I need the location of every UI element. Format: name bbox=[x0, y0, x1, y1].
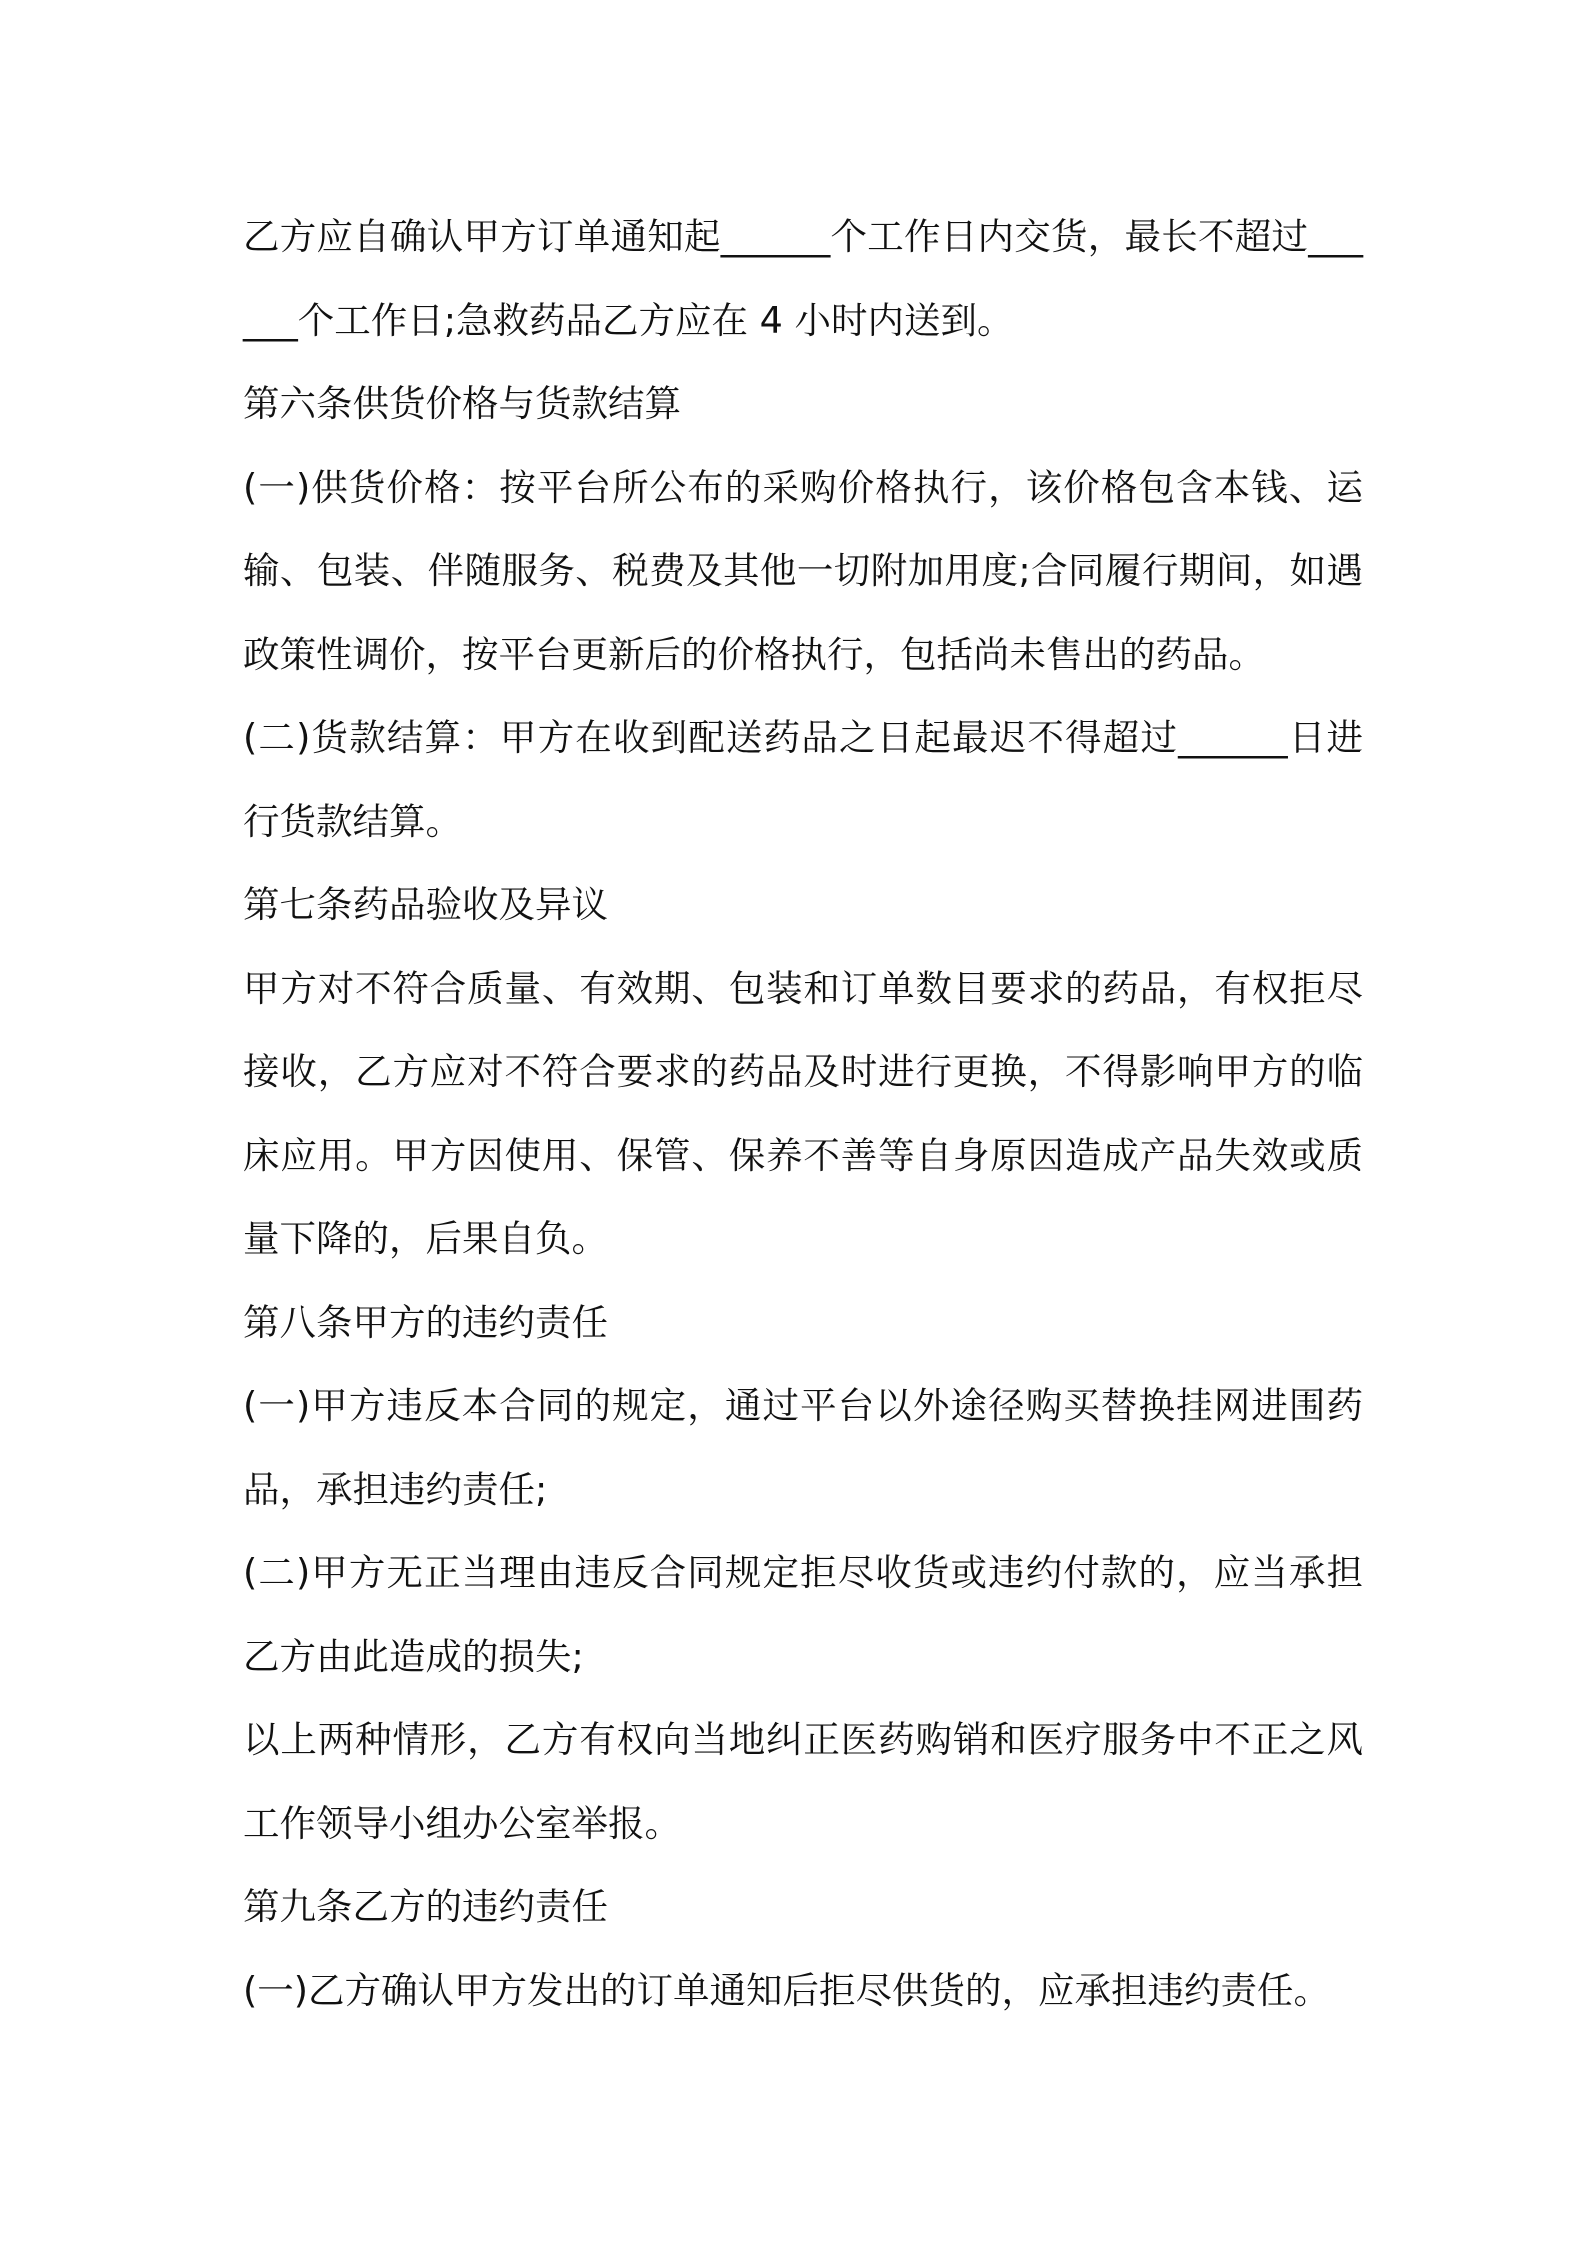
document-body bbox=[243, 195, 1363, 2032]
acceptance-clause: 甲方对不符合质量、有效期、包装和订单数目要求的药品，有权拒尽接收，乙方应对不符合要求的药品及时进行更换，不得影响甲方的临床应用。甲方因使用、保管、保养不善等自身原因造成产品失效或质量下降的，后果自负。 bbox=[243, 966, 1363, 1260]
party-a-breach-clause-1: (一)甲方违反本合同的规定，通过平台以外途径购买替换挂网进围药品，承担违约责任; bbox=[243, 1384, 1363, 1511]
delivery-clause: 乙方应自确认甲方订单通知起______个工作日内交货，最长不超过______个工作日;急救药品乙方应在 4 小时内送到。 bbox=[243, 215, 1363, 342]
payment-settlement-clause: (二)货款结算：甲方在收到配送药品之日起最迟不得超过______日进行货款结算。 bbox=[243, 716, 1363, 843]
party-a-breach-clause-2: (二)甲方无正当理由违反合同规定拒尽收货或违约付款的，应当承担乙方由此造成的损失; bbox=[243, 1551, 1363, 1678]
party-b-breach-clause-1: (一)乙方确认甲方发出的订单通知后拒尽供货的，应承担违约责任。 bbox=[243, 1968, 1330, 2012]
article-9-heading: 第九条乙方的违约责任 bbox=[243, 1885, 608, 1928]
report-clause: 以上两种情形，乙方有权向当地纠正医药购销和医疗服务中不正之风工作领导小组办公室举报。 bbox=[243, 1718, 1363, 1845]
article-7-heading: 第七条药品验收及异议 bbox=[243, 883, 608, 926]
article-8-heading: 第八条甲方的违约责任 bbox=[243, 1300, 608, 1344]
supply-price-clause: (一)供货价格：按平台所公布的采购价格执行，该价格包含本钱、运输、包装、伴随服务、税费及其他一切附加用度;合同履行期间，如遇政策性调价，按平台更新后的价格执行，包括尚未售出的药品。 bbox=[243, 465, 1363, 676]
article-6-heading: 第六条供货价格与货款结算 bbox=[243, 382, 681, 425]
